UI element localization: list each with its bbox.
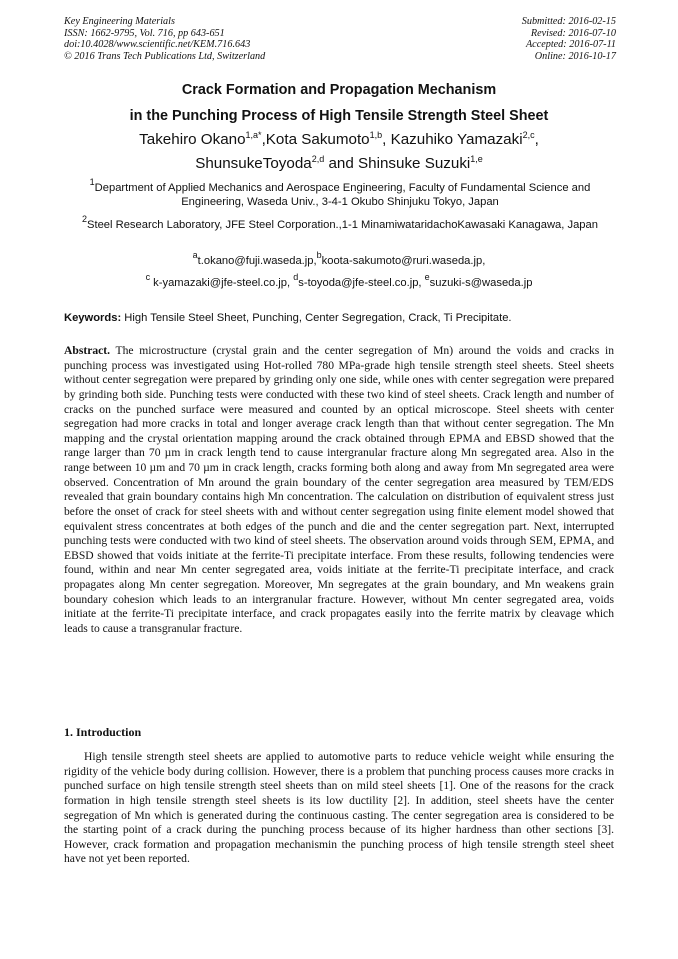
paper-title-line-2: in the Punching Process of High Tensile Strength Steel Sheet — [129, 108, 549, 124]
author-affil-mark: 2,d — [311, 154, 325, 164]
email-address[interactable]: k-yamazaki@jfe-steel.co.jp, — [150, 277, 294, 289]
email-mark: e — [424, 272, 430, 282]
keywords-label: Keywords: — [64, 312, 122, 324]
online-date: Online: 2016-10-17 — [534, 50, 616, 62]
author-affil-mark: 1,e — [470, 154, 483, 164]
email-address[interactable]: s-toyoda@jfe-steel.co.jp, — [298, 277, 425, 289]
keywords — [64, 312, 624, 324]
publication-info — [64, 16, 265, 62]
affiliation-text: Department of Applied Mechanics and Aerospace Engineering, Faculty of Fundamental Science and Engineering, Waseda Univ., 3-4-1 Okubo Shinjuku Tokyo, Japan — [94, 182, 591, 209]
revised-date: Revised: 2016-07-10 — [530, 27, 616, 39]
issn-volume: ISSN: 1662-9795, Vol. 716, pp 643-651 — [64, 27, 225, 39]
abstract-label: Abstract. — [64, 344, 111, 357]
author-affil-mark: 2,c — [522, 130, 535, 140]
author-list-line-2 — [40, 155, 638, 172]
copyright: © 2016 Trans Tech Publications Ltd, Switzerland — [64, 50, 266, 62]
author-name: ,Kota Sakumoto — [261, 131, 370, 148]
author-name: and Shinsuke Suzuki — [324, 155, 471, 172]
affiliation-text: Steel Research Laboratory, JFE Steel Corporation.,1-1 MinamiwataridachoKawasaki Kanagawa, Japan — [87, 219, 598, 231]
abstract-text: The microstructure (crystal grain and the center segregation of Mn) around the voids and cracks in punching process was investigated using Hot-rolled 780 MPa-grade high tensile strength steel sheets. Steel sheets without center segregation were prepared by grinding only one side, while ones with center segregation were prepared by grinding both side. Punching tests were conducted with these two kind of steel sheets. Crack length and number of cracks on the punched surface were measured and counted by an optical microscope. Steel sheets with center segregation had more cracks in total and longer average crack length than that without center segregation. The Mn mapping and the crystal orientation mapping around the crack obtained through EPMA and EBSD showed that the range larger than 70 µm in crack length tend to cause intergranular fracture along Mn segregated area. Also in the range between 10 µm and 70 µm in crack length, cracks forming both along and away from Mn segregated area were observed. Concentration of Mn around the grain boundary of the center segregation area measured by TEM/EDS revealed that grain boundary contains high Mn concentration. The calculation on distribution of equivalent stress just before the onset of crack for steel sheets with and without center segregation using finite element model showed that equivalent stress concentrates at both edges of the punch and die and the center segregation part. Next, interrupted punching tests were conducted with two kind of steel sheets. The observation around voids through SEM, EPMA, and EBSD showed that voids initiate at the ferrite-Ti precipitate interface. From these results, following tendencies were found, within and near Mn center segregated area, voids initiate at the ferrite-Ti precipitate interface, and crack propagates along Mn center segregation. Moreover, Mn segregates at the grain boundary, and Mn weakens grain boundary cohesion which leads to an intergranular fracture. However, without Mn center segregated area, voids initiate at the ferrite-Ti precipitate interface, and crack propagates easily into the ferrite matrix by cleavage which leads to cause a transgranular fracture. — [64, 344, 614, 635]
doi: doi:10.4028/www.scientific.net/KEM.716.643 — [64, 39, 251, 51]
email-mark: d — [293, 272, 299, 282]
email-address[interactable]: suzuki-s@waseda.jp — [429, 277, 533, 289]
email-mark: c — [145, 272, 151, 282]
keywords-text: High Tensile Steel Sheet, Punching, Center Segregation, Crack, Ti Precipitate. — [121, 312, 512, 324]
submitted-date: Submitted: 2016-02-15 — [521, 16, 616, 27]
author-separator: , — [534, 131, 539, 148]
author-name: , Kazuhiko Yamazaki — [382, 131, 523, 148]
affiliation-mark: 2 — [82, 214, 88, 224]
email-line-2 — [40, 272, 638, 289]
affiliation-2 — [64, 214, 616, 232]
email-line-1 — [40, 250, 638, 267]
section-heading-introduction: 1. Introduction — [64, 725, 142, 739]
email-address[interactable]: koota-sakumoto@ruri.waseda.jp, — [321, 255, 486, 267]
email-address[interactable]: t.okano@fuji.waseda.jp, — [197, 255, 317, 267]
author-affil-mark: 1,b — [369, 130, 383, 140]
accepted-date: Accepted: 2016-07-11 — [525, 39, 616, 51]
author-list-line-1 — [40, 131, 638, 148]
abstract — [64, 344, 614, 637]
affiliation-1 — [64, 177, 616, 210]
email-mark: b — [316, 250, 322, 260]
author-name: Takehiro Okano — [139, 131, 246, 148]
journal-name: Key Engineering Materials — [64, 16, 175, 27]
affiliation-mark: 1 — [89, 177, 95, 187]
publication-dates — [522, 16, 616, 62]
author-affil-mark: 1,a* — [245, 130, 262, 140]
author-name: ShunsukeToyoda — [195, 155, 312, 172]
email-mark: a — [192, 250, 198, 260]
paper-title-line-1: Crack Formation and Propagation Mechanism — [181, 82, 497, 98]
introduction-paragraph: High tensile strength steel sheets are applied to automotive parts to reduce vehicle weight while ensuring the rigidity of the vehicle body during collision. However, there is a problem that punching process causes more cracks in punched surface on high tensile strength steel sheets than on mild steel sheets [1]. One of the reasons for the crack formation in high tensile strength steel sheets is its low ductility [2]. In addition, steel sheets have the center segregation of Mn which is generated during the continuous casting. The center segregation area is considered to be the starting point of a crack during the punching process because of its higher hardness than other sections [3]. However, crack formation and propagation mechanismin the punching process of high tensile strength steel sheet have not yet been reported. — [64, 750, 614, 866]
